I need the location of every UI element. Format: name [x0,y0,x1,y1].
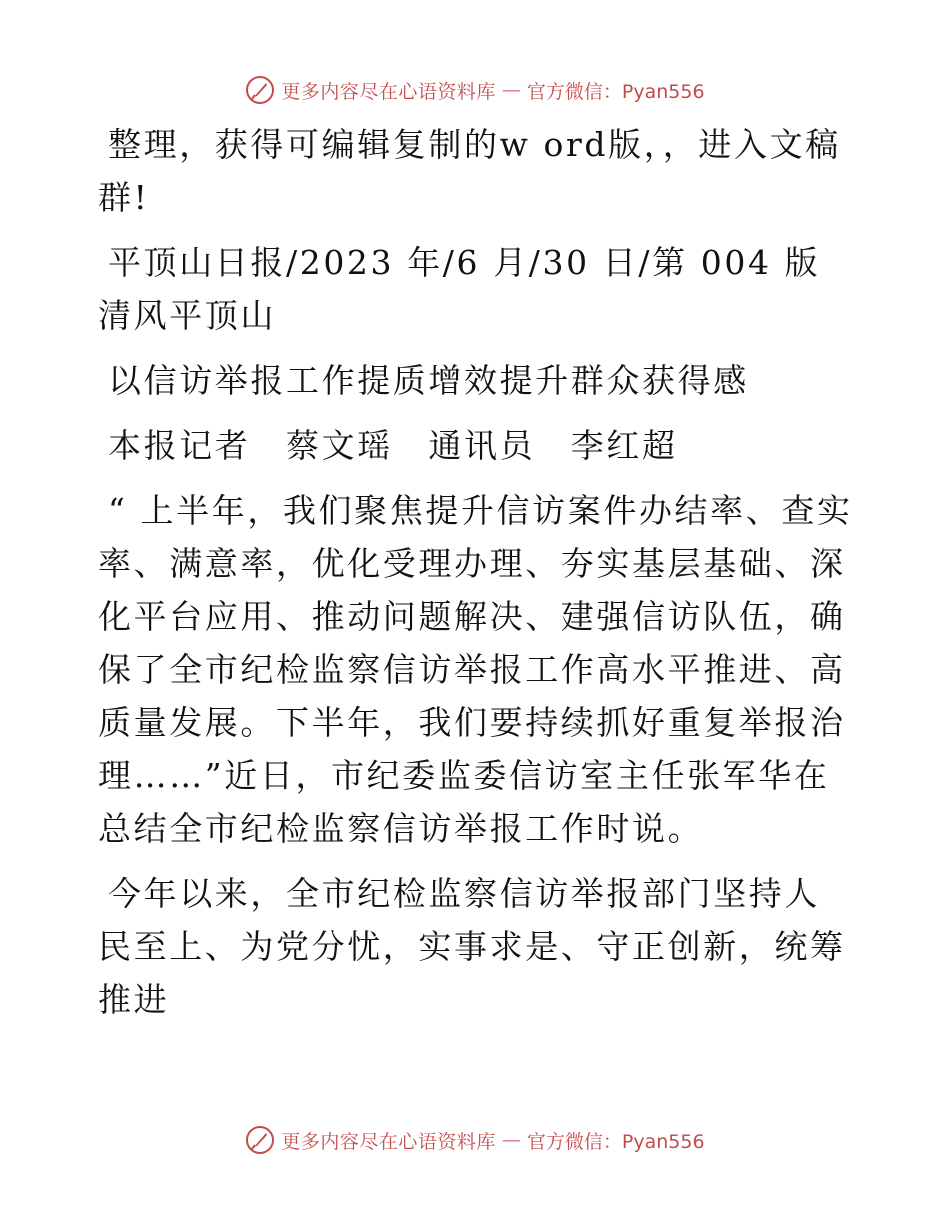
watermark-separator: — [501,79,521,101]
footer-watermark [0,1120,950,1160]
watermark-site-text: 更多内容尽在心语资料库 [281,80,496,103]
watermark-wechat-text: 官方微信：Pyan556 [526,80,705,103]
article-title: 以信访举报工作提质增效提升群众获得感 [108,361,749,400]
intro-paragraph: 整理，获得可编辑复制的w ord版，，进入文稿群! [98,125,841,217]
source-line: 平顶山日报/2023 年/6 月/30 日/第 004 版清风平顶山 [98,243,821,335]
watermark-site-text: 更多内容尽在心语资料库 [281,1130,496,1153]
header-watermark [0,70,950,110]
body-paragraph: 今年以来，全市纪检监察信访举报部门坚持人民至上、为党分忧，实事求是、守正创新，统筹推进 [98,874,846,1019]
body-paragraph: “ 上半年，我们聚焦提升信访案件办结率、查实率、满意率，优化受理办理、夯实基层基础、深化平台应用、推动问题解决、建强信访队伍，确保了全市纪检监察信访举报工作高水平推进、高质量发展。下半年，我们要持续抓好重复举报治理……”近日，市纪委监委信访室主任张军华在总结全市纪检监察信访举报工作时说。 [98,491,853,848]
feather-pen-logo-icon [245,1125,275,1155]
watermark-wechat-text: 官方微信：Pyan556 [526,1130,705,1153]
document-body [98,118,853,1038]
watermark-separator: — [501,1129,521,1151]
feather-pen-logo-icon [245,75,275,105]
byline: 本报记者 蔡文瑶 通讯员 李红超 [108,426,678,465]
